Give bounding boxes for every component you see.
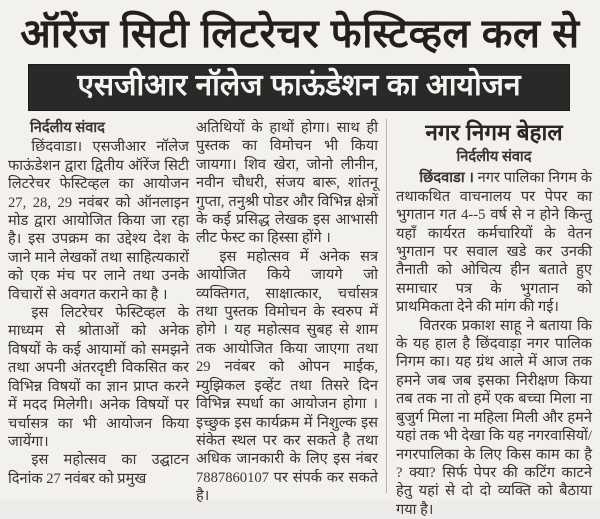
festival-article-column-1 xyxy=(8,119,196,493)
festival-article-paragraph-3: इस महोत्सव का उद्घाटन दिनांक 27 नवंबर को प्रमुख xyxy=(8,452,189,487)
sub-headline: एसजीआर नॉलेज फाऊंडेशन का आयोजन xyxy=(77,69,521,102)
article-columns xyxy=(0,111,600,518)
festival-article-paragraph-1: छिंदवाडा। एसजीआर नॉलेज फाऊंडेशन द्वारा द्वितीय ऑरेंज सिटी लिटरेचर फेस्टिव्हल का आयोजन 27, 28, 29 नवंबर को ऑनलाइन मोड द्वारा आयोजित किया जा रहा है। इस उपक्रम का उद्देश्य देश के जाने माने लेखकों तथा साहित्यकारों को एक मंच पर लाने तथा उनके विचारों से अवगत कराने का है । xyxy=(8,139,189,303)
festival-article-byline: निर्दलीय संवाद xyxy=(30,120,105,136)
festival-article-paragraph-1-continued: अतिथियों के हाथों होगा। साथ ही पुस्तक का विमोचन भी किया जायगा। शिव खेरा, जोनो लीनीन, नवीन चौधरी, संजय बारू, शांतनू गुप्ता, तनुश्री पोडर और विभिन्न क्षेत्रों के कई प्रसिद्ध लेखक इस आभासी लीट फेस्ट का हिस्सा होंगे । xyxy=(196,120,378,247)
nigam-article-column xyxy=(386,119,594,518)
festival-article-paragraph-2: इस लिटरेचर फेस्टिव्हल के माध्यम से श्रोताओं को अनेक विषयों के कई आयामों को समझने तथा अपनी अंतरदृष्टी विकसित कर विभिन्न विषयों का ज्ञान प्राप्त करने में मदद मिलेगी। अनेक विषयों पर चर्चासत्र का भी आयोजन किया जायेंगा। xyxy=(8,305,189,450)
nigam-article-paragraph-2: वितरक प्रकाश साहू ने बताया कि के यह हाल है छिंदवाड़ा नगर पालिक निगम का। यह ग्रंथ आले में आज तक हमने जब जब इसका निरीक्षण किया तब तक ना तो हमें एक बच्चा मिला ना बुजुर्ग मिला ना महिला मिली और हमने यहां तक भी देखा कि यह नगरवासियों/ नगरपालिका के लिए किस काम का है ? क्या? सिर्फ पेपर की कटिंग काटने हेतु यहां से दो दो व्यक्ति को बैठाया गया है। xyxy=(396,317,592,518)
nigam-article-headline: नगर निगम बेहाल xyxy=(425,120,563,145)
festival-article-column-2 xyxy=(196,119,386,505)
sub-headline-band xyxy=(28,64,570,111)
nigam-article-dateline: छिंदवाडा । xyxy=(419,170,474,187)
main-headline: ऑरेंज सिटी लिटरेचर फेस्टिव्हल कल से xyxy=(20,12,580,56)
nigam-article-paragraph-1 xyxy=(396,169,592,316)
nigam-article-byline: निर्दलीय संवाद xyxy=(456,149,532,165)
nigam-article-paragraph-1-text: नगर पालिका निगम के तथाकथित वाचनालय पर पेपर का भुगतान गत 4--5 वर्ष से न होने किन्तु यहाँ कार्यरत कर्मचारियों के वेतन भुगतान पर सवाल खडे कर उनकी तैनाती को ओचित्य हीन बताते हुए समाचार पत्र के भुगतान को प्राथमिकता देने की मांग की गई। xyxy=(396,170,592,316)
festival-article-paragraph-4: इस महोत्सव में अनेक सत्र आयोजित किये जायगे जो व्यक्तिगत, साक्षात्कार, चर्चासत्र तथा पुस्तक विमोचन के स्वरुप में होगे । यह महोत्सव सुबह से शाम तक आयोजित किया जाएगा तथा 29 नवंबर को ओपन माईक, म्युझिकल इव्हेंट तथा तिसरे दिन विभिन्न स्पर्धा का आयोजन होगा । इच्छुक इस कार्यक्रम में निशुल्क इस संकेत स्थल पर कर सकते है तथा अधिक जानकारी के लिए इस नंबर 7887860107 पर संपर्क कर सकते है। xyxy=(196,248,378,505)
